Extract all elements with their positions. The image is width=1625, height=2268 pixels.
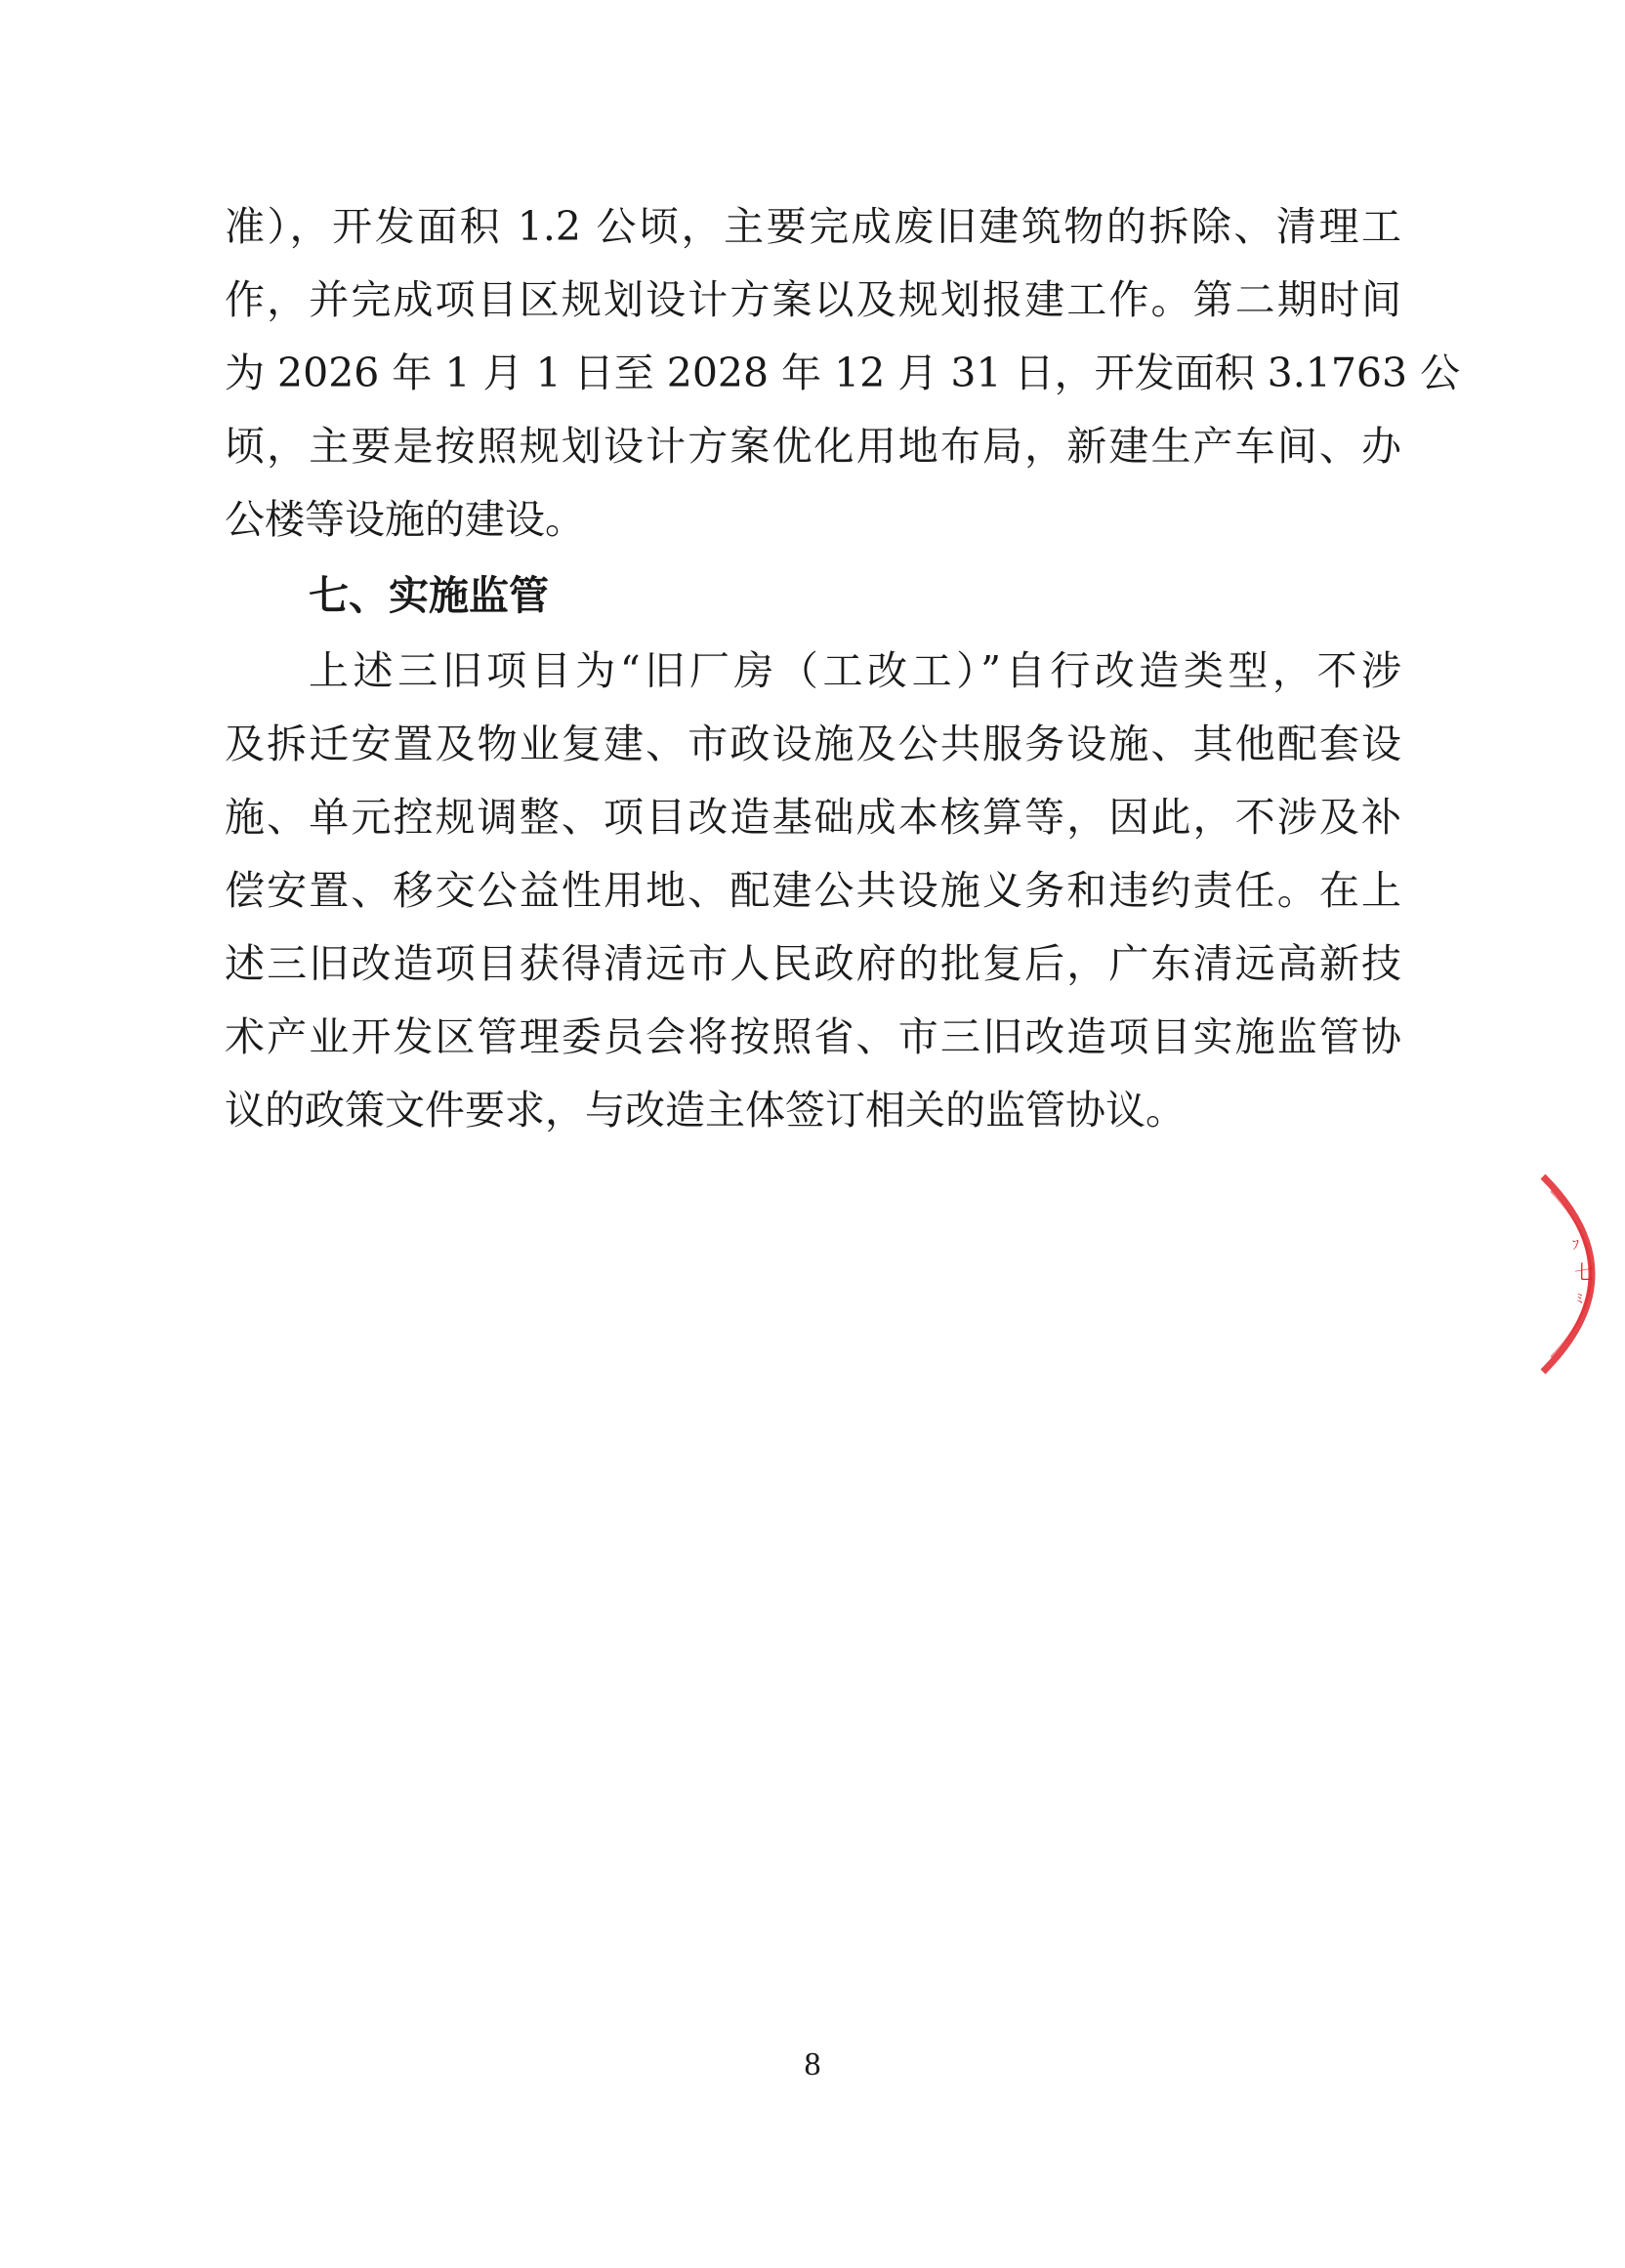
- paragraph-line: 述三旧改造项目获得清远市人民政府的批复后，广东清远高新技: [225, 940, 1401, 987]
- svg-text:ﾐ: ﾐ: [1576, 1292, 1583, 1307]
- paragraph-line: 顷，主要是按照规划设计方案优化用地布局，新建生产车间、办: [225, 423, 1401, 470]
- paragraph-line: 上述三旧项目为“旧厂房（工改工）”自行改造类型，不涉: [309, 647, 1401, 694]
- paragraph-line: 议的政策文件要求，与改造主体签订相关的监管协议。: [225, 1087, 1186, 1134]
- paragraph-line: 准），开发面积 1.2 公顷，主要完成废旧建筑物的拆除、清理工: [225, 203, 1401, 250]
- section-heading: 七、实施监管: [309, 572, 549, 619]
- red-seal-stamp-icon: [1523, 1172, 1625, 1377]
- paragraph-line: 作，并完成项目区规划设计方案以及规划报建工作。第二期时间: [225, 276, 1401, 323]
- paragraph-line: 施、单元控规调整、项目改造基础成本核算等，因此，不涉及补: [225, 794, 1401, 841]
- page-number: 8: [804, 2046, 821, 2082]
- paragraph-line: 偿安置、移交公益性用地、配建公共设施义务和违约责任。在上: [225, 867, 1401, 914]
- paragraph-line: 公楼等设施的建设。: [225, 496, 585, 543]
- paragraph-line: 术产业开发区管理委员会将按照省、市三旧改造项目实施监管协: [225, 1013, 1401, 1060]
- paragraph-line: 及拆迁安置及物业复建、市政设施及公共服务设施、其他配套设: [225, 721, 1401, 767]
- svg-text:七: 七: [1574, 1260, 1594, 1284]
- svg-text:ﾌ: ﾌ: [1572, 1238, 1579, 1254]
- paragraph-line: 为 2026 年 1 月 1 日至 2028 年 12 月 31 日，开发面积 3.1763 公: [225, 350, 1461, 396]
